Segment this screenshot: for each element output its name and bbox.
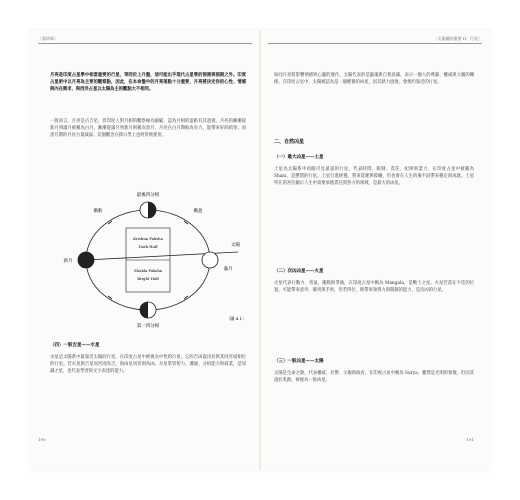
intro-body-text: 一般而言，月亮是古吉星，但印度人對月相的觀察極為細膩，認為月相的盈虧有其意義，月亮的漸漸從新月到滿月被稱為白月，漸漸從滿月到新月則稱為黑月，月亮在白月期較為有力，能帶來好的結果；而黑月期的月亮力量減弱。這個觀念在擇日學上也經常被使用。 <box>50 119 246 139</box>
right-running-header: 〔天象圖的重要 II：行星〕 <box>268 36 482 44</box>
label-full-moon: 滿月 <box>223 267 233 272</box>
mercury-section-text: 水星是太陽系中最靠近太陽的行星，在印度占星中被視為中性的行星，它的吉凶取決於與其同宮或相位的行星。若水星與吉星同宮則為吉，與凶星同宮則為凶。水星掌管智力、溝通、分析能力與商業，是知識之星，也代表學習與文字表達的能力。 <box>50 355 246 375</box>
sun-subsection-title: （三）一般凶星——太陽 <box>274 359 324 364</box>
left-page-number: 190 <box>38 437 46 442</box>
book-spread <box>30 30 490 470</box>
left-running-header: 〔第四章〕 <box>38 36 252 44</box>
new-moon-left <box>78 252 94 268</box>
label-last-quarter: 最後四分相 <box>136 193 160 198</box>
label-new-moon: 新月 <box>63 259 73 264</box>
label-first-quarter: 第一四分相 <box>136 324 160 329</box>
left-page <box>38 30 252 470</box>
label-dark-half: Dark Half <box>138 244 158 249</box>
book-gutter <box>259 30 261 470</box>
malefics-section-title: 二、自然凶星 <box>274 139 305 145</box>
label-krishna: Krishna Paksha <box>133 236 163 241</box>
label-sun: 太陽 <box>231 243 240 248</box>
right-page-number: 191 <box>466 437 474 442</box>
label-waning: 漸虧 <box>93 209 103 214</box>
figure-caption: 〔圖 4.1〕 <box>226 316 246 321</box>
label-waxing: 漸盈 <box>193 209 203 214</box>
mercury-section-title: （四）一般吉星——水星 <box>50 343 100 348</box>
moon-phase-diagram <box>48 190 248 330</box>
intro-bold-text: 月亮是印度占星學中相當重要的行星，等同於上升盤，這可能出乎現代占星學的預測與預期之外。印度占星術中以月亮為主要的觀察點，因此，在本命盤中的月亮落點十分重要，月亮將決定你的心性、情感與內在需求，與西洋占星以太陽為主的觀點大不相同。 <box>50 73 246 93</box>
saturn-subsection-title: （一）最大凶星——土星 <box>274 155 324 160</box>
saturn-subsection-text: 土星為太陽系中肉眼可見最遠的行星，代表時間、限制、責任、紀律與業力，在印度占星中被稱為 Shani，是懲罰的行星。土星行進緩慢，帶來延遲與障礙，但也會在人生的後半段帶來穩定與成就。土星所在的宮位顯示人生中需要承擔責任與努力的領域，是最大的凶星。 <box>274 167 474 187</box>
sun-subsection-text: 太陽是生命之源，代表權威、名譽、父親與政府。在印度占星中稱為 Surya，雖然是光明的象徵，但因其過於炙熱，被視為一般凶星。 <box>274 371 474 384</box>
right-page <box>268 30 482 470</box>
full-moon-right <box>202 252 218 268</box>
mars-subsection-title: （二）次凶凶星——火星 <box>274 269 324 274</box>
mars-subsection-text: 火星代表行動力、勇氣、衝動與爭執，在印度占星中稱為 Mangala，是戰士之星。火星若落在不佳的位置，可能帶來意外、衝突與手術，但若得位，則帶來領導力與開創的能力，是次凶的行星。 <box>274 281 474 294</box>
right-top-text: 如同月亮將影響情緒與心靈的運作，太陽代表的是靈魂與自我意識，表示一個人的尊嚴、權威與父親的關係。在印度占星中，太陽被認為是一個輕微的凶星，因其熱力過強，會燒灼靠近的行星。 <box>274 73 474 86</box>
label-shukla: Shukla Paksha <box>133 268 163 273</box>
label-bright-half: Bright Half <box>137 276 159 281</box>
